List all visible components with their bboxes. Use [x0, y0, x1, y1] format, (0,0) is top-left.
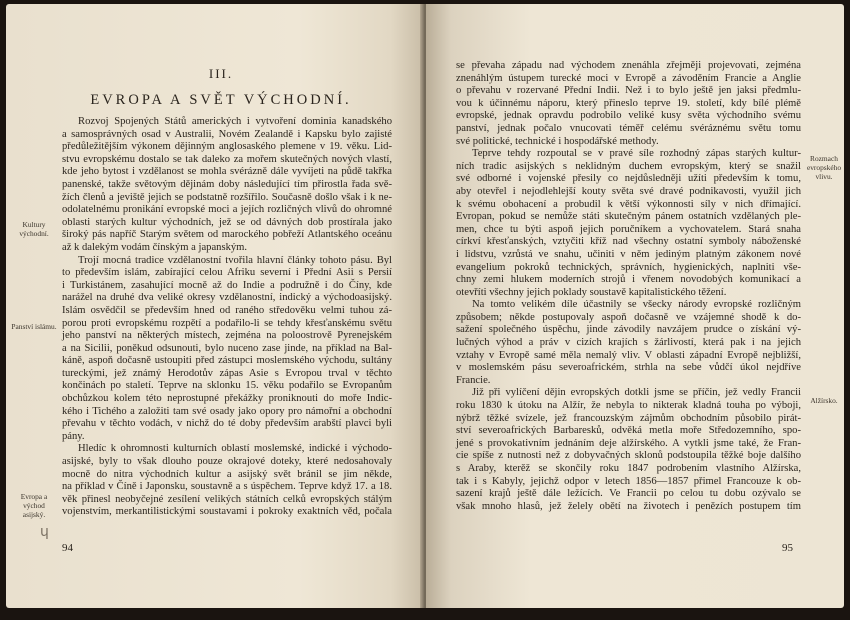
text-line: chny zemi hlukem moderních strojů i vřenem novodobých komunikací a	[456, 274, 801, 286]
text-line: aby otevřel i nejodlehlejší kouty světa své dravé podnikavosti, využil jich	[456, 185, 801, 197]
text-line: evropské, jednak opravdu podrobilo veliké kusy světa východního svému	[456, 110, 801, 122]
left-page-body-text	[62, 116, 392, 519]
text-line: to především islám, zabírající celou Afriku severní i Přední Asii s Persií	[62, 267, 392, 279]
text-line: v moslemském pásu severoafrickém, strhla na sebe vůdčí úkol nejdříve	[456, 362, 801, 374]
right-page-body-text	[456, 60, 801, 513]
text-line: Hledíc k ohromnosti kulturních oblastí moslemské, indické i východo-	[78, 443, 392, 455]
text-line: Evropan, pokud se nemůže státi skutečným pánem ostatních vzdělaných ple-	[456, 211, 801, 223]
text-line: končinách po staletí. Teprve na sklonku 15. věku podařilo se Evropanům	[62, 380, 392, 392]
text-line: cie spíše z nutnosti než z dobyvačných sklonů podstoupila těžké boje dalšího	[456, 450, 801, 462]
text-line: ních tradic asijských s neklidným duchem evropským, který se snažil	[456, 160, 801, 172]
text-line: mocně do nitra východních kultur a asijský svět bránil se jim někde,	[62, 468, 392, 480]
text-line: Francie.	[456, 374, 491, 386]
text-line: pány.	[62, 430, 85, 442]
text-line: Již při vylíčení dějin evropských dotkli jsme se příčin, jež vedly Francii	[472, 387, 801, 399]
text-line: své odborné i vojenské přesily co nejdůsledněji užíti především k tomu,	[456, 173, 801, 185]
margin-note-alzirsko: Alžírsko.	[810, 396, 838, 405]
text-line: se převaha západu nad východem znenáhla zřejměji projevovati, zejména	[456, 60, 801, 71]
text-line: oblasti starých kultur východních, jež se od dávných dob prostírala jako	[62, 216, 392, 228]
text-line: tureckými, jež známý Herodotův zápas Asie s Evropou trval v těchto	[62, 367, 392, 379]
text-line: lučných výhod a práv v cizích krajích s žárlivostí, která pak i na jejich	[456, 337, 801, 349]
text-line: vztahy v Evropě samé měla nemalý vliv. V oblasti západní Evropě nejbližší,	[456, 349, 801, 361]
text-line: obchůzkou kolem této neprostupné překážky proniknouti do moře Indic-	[62, 393, 392, 405]
text-line: a na Sicilii, poněkud odsunouti, bylo nuceno zase jinde, na příklad na Bal-	[62, 342, 392, 354]
text-line: způsobem; někde postupovaly aspoň dočasně ve vzájemné shodě k do-	[456, 311, 801, 323]
text-line: Islám osvědčil se především hned od raného středověku velmi tuhou zá-	[62, 304, 392, 316]
right-page	[426, 4, 844, 608]
text-line: evangelium pokroků technických, správních, hygienických, naplniti vše-	[456, 261, 801, 273]
text-line: Rozvoj Spojených Států amerických i vytvoření dominia kanadského	[78, 116, 392, 127]
page-number-left: 94	[62, 542, 73, 554]
text-line: sazení krajů ještě dále ležících. Ve Francii po celou tu dobu ozývalo se	[456, 488, 801, 500]
text-line: odolatelnému pronikání evropské moci a jejích rozličných vlivů do ohromné	[62, 204, 392, 216]
text-line: Teprve tehdy rozpoutal se v pravé síle rozhodný zápas starých kultur-	[472, 148, 801, 160]
text-line: na příklad v Číně i Japonsku, soustavně a s úspěchem. Teprve když 17. a 18.	[62, 481, 392, 493]
text-line: roku 1830 k útoku na Alžír, že nebyla to nikterak kladná touha po výboji,	[456, 400, 801, 412]
text-line: porou proti evropskému rozpětí a podařilo-li se tehdy křesťanskému světu	[62, 317, 392, 329]
text-line: stvu evropskému dostalo se tak daleko za mořem skutečných nových vlastí,	[62, 153, 392, 165]
text-line: k svému obohacení a probudil k větší výkonnosti síly v nich dřímající.	[456, 198, 801, 210]
text-line: i lidstvu, vzrůstá ve snahu, učiniti v něm jediným platným zákonem nové	[456, 248, 801, 260]
text-line: o převahu v rozervané Přední Indii. Než i to bylo ještě jen jaksi předmlu-	[456, 85, 801, 97]
text-line: otevříti všechny jejich poklady soustavě kapitalistického těžení.	[456, 286, 727, 298]
text-line: sažení společného úspěchu, jinde závodily navzájem prudce o získání vý-	[456, 324, 801, 336]
text-line: vou k účinnému náporu, který přineslo teprve 19. století, kdy bílé plémě	[456, 97, 801, 109]
text-line: asijské, byly to však dlouho pouze okrajové doteky, které nedosahovaly	[62, 456, 392, 468]
text-line: nýbrž těžké svízele, jež francouzským zájmům obchodním působilo pirát-	[456, 412, 801, 424]
text-line: jené s provokativním jednáním deje alžírského. A vytkli jsme také, že Fran-	[456, 437, 801, 449]
chapter-title: EVROPA A SVĚT VÝCHODNÍ.	[90, 92, 352, 108]
text-line: narážel na druhé dva veliké okresy vzdělanostní, indický a východoasijský.	[62, 292, 392, 304]
text-line: široký pás napříč Starým světem od marockého pobřeží Atlantského oceánu	[62, 229, 392, 241]
page-number-right: 95	[782, 542, 793, 554]
text-line: panství, jednak počalo vnucovati téměř celému svéráznému světu tomu	[456, 122, 801, 134]
open-book	[6, 4, 844, 612]
text-line: káně, aspoň dočasně ustoupiti před zástupci moslemského východu, sultány	[62, 355, 392, 367]
text-line: věk přinesl neobyčejné zesílení velikých státních celků evropských stálým	[62, 493, 392, 505]
margin-note-panstvi: Panství islámu.	[11, 322, 57, 331]
margin-note-rozmach: Rozmach evropského vlivu.	[806, 154, 842, 181]
margin-note-evropa-vychod: Evropa a východ asijský.	[20, 492, 48, 519]
text-line: kde jeho bytost i vzdělanost se mohla svérázně dále vyvíjeti na půdě takřka	[62, 166, 392, 178]
text-line: vojenstvím, merkantilistickými soustavami i pokroky exaktních věd, počala	[62, 506, 392, 518]
text-line: i Turkistánem, zasahující mocně až do Indie a podružně i do Číny, kde	[62, 279, 392, 291]
text-line: Trojí mocná tradice vzdělanostní tvořila hlavní články tohoto pásu. Byl	[78, 254, 392, 266]
margin-note-kultury: Kultury východní.	[19, 220, 49, 238]
text-line: své politické, technické i hospodářské methody.	[456, 135, 659, 147]
left-page	[6, 4, 424, 608]
text-line: církví křesťanských, vztyčiti kříž nad všechny ostatní symboly náboženské	[456, 236, 801, 248]
text-line: tak i s Kabyly, jejichž odpor v letech 1856—1857 přimel Francouze k ob-	[456, 475, 801, 487]
pencil-mark-icon: ɥ	[40, 524, 49, 540]
text-line: ství severoafrických Barbaresků, odvěká metla moře Středozemního, spo-	[456, 425, 801, 437]
text-line: však mnoho hlasů, jež želely obětí na životech i penězích postupem tím	[456, 500, 801, 512]
text-line: a samosprávných osad v Australii, Novém Zealandě i Kapsku bylo zajisté	[62, 128, 392, 140]
text-line: panenské, takže světovým dějinám doby následující tím přirostla řada svě-	[62, 178, 392, 190]
text-line: znenáhlým ústupem turecké moci v Evropě a závoděním Francie a Anglie	[456, 72, 801, 84]
text-line: men, chce tu býti aspoň jejich poručníkem a vychovatelem. Stará snaha	[456, 223, 801, 235]
text-line: žích členů a jeviště jejich se podstatně rozšířilo. Současně došlo však i k ne-	[62, 191, 392, 203]
text-line: Na tomto velikém díle účastnily se všecky národy evropské rozličným	[472, 299, 801, 311]
chapter-number: III.	[208, 66, 234, 81]
text-line: předůležitějším výkonem dějinným anglosaského plemene v 19. věku. Lid-	[62, 141, 392, 153]
text-line: až k dalekým vodám čínským a japanským.	[62, 241, 248, 253]
text-line: kého i Tichého a založiti tam své osady jako opory pro námořní a obchodní	[62, 405, 392, 417]
text-line: jeho panství na některých místech, zejména na poloostrově Pyrenejském	[62, 330, 392, 342]
text-line: převahu v těchto vodách, v nichž do té doby především arabští plavci byli	[62, 418, 392, 430]
text-line: s Araby, kterěž se skončily roku 1847 podrobením vlastního Alžírska,	[456, 463, 801, 474]
